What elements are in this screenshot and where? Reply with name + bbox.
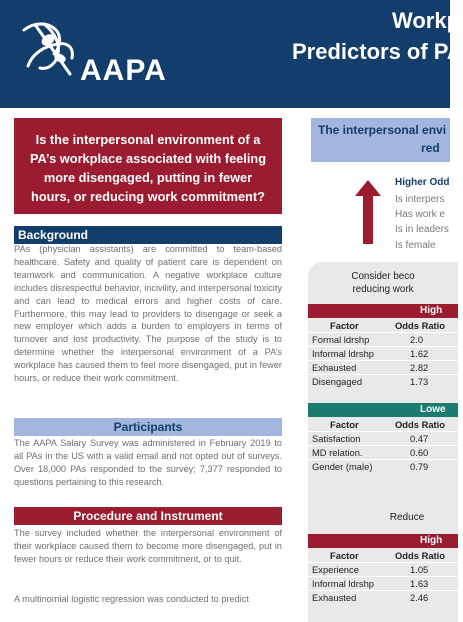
poster-title-line-1: Workp xyxy=(392,8,461,33)
procedure-text: The survey included whether the interpersonal environment of their workplace caused them to become more disengaged, put in fewer hours or reduce their work commitment, or to quit. xyxy=(14,528,282,564)
factor-cell: Informal ldrshp xyxy=(312,578,375,589)
consider-caption-line-1: Consider beco xyxy=(351,271,415,282)
factor-cell: Satisfaction xyxy=(312,433,361,444)
odds-ratio-cell: 1.05 xyxy=(410,564,429,575)
higher-odds-item: Is interpers xyxy=(395,194,445,205)
procedure-text-continued: A multinomial logistic regression was conducted to predict xyxy=(14,594,249,604)
higher-odds-item: Is in leaders xyxy=(395,224,449,236)
findings-banner-line-1: The interpersonal envi xyxy=(318,123,447,137)
poster-header xyxy=(0,0,463,108)
participants-text: The AAPA Salary Survey was administered in February 2019 to all PAs in the US with a valid email and not opted out of surveys. Over 18,000 PAs responded to the survey; 7,377 responded to questions pertaining to this research. xyxy=(14,438,282,487)
odds-ratio-cell: 2.46 xyxy=(410,592,429,603)
factor-cell: Informal ldrshp xyxy=(312,348,375,359)
table-row xyxy=(308,346,458,360)
table-header xyxy=(308,549,458,562)
factor-cell: Gender (male) xyxy=(312,461,373,472)
findings-banner-line-2: red xyxy=(421,141,440,155)
research-question-box: Is the interpersonal environment of a PA’s workplace associated with feeling more disengaged, putting in fewer hours, or reducing work commitment? xyxy=(14,118,282,214)
background-heading: Background xyxy=(14,226,282,244)
odds-ratio-cell: 0.60 xyxy=(410,447,429,458)
up-arrow-icon xyxy=(355,180,381,244)
table-header xyxy=(308,319,458,332)
table-row xyxy=(308,576,458,590)
factor-cell: Experience xyxy=(312,564,359,575)
lower-band xyxy=(308,403,458,417)
higher-band-label: High xyxy=(420,535,443,546)
poster-title-line-2: Predictors of PA xyxy=(292,39,463,64)
reduce-caption: Reduce xyxy=(389,512,425,523)
consider-caption-line-2: reducing work xyxy=(352,284,414,295)
odds-ratio-cell: 0.47 xyxy=(410,433,429,444)
table-row xyxy=(308,374,458,388)
odds-ratio-cell: 1.62 xyxy=(410,348,429,359)
table-row xyxy=(308,459,458,473)
odds-ratio-cell: 1.63 xyxy=(410,578,429,589)
aapa-logo-text: AAPA xyxy=(80,54,167,87)
higher-band xyxy=(308,304,458,318)
odds-ratio-cell: 1.73 xyxy=(410,376,429,387)
background-text: PAs (physician assistants) are committed to team-based healthcare. Safety and quality of patient care is dependent on teamwork and communication. A negative workplace culture includes disrespectful behavior, incivility, and interpersonal toxicity and can lead to medical errors and higher costs of care. Furthermore, this may lead to providers to disengage or seek a new employer which adds a burden to employers in terms of turnover and lost productivity. The purpose of the study is to determine whether the interpersonal environment of a PA’s workplace has caused them to feel more disengaged, put in fewer hours, or reduce their work commitment. xyxy=(14,244,282,384)
higher-odds-list xyxy=(395,192,449,253)
odds-ratio-panel xyxy=(308,262,458,622)
consider-caption xyxy=(308,270,458,296)
factor-cell: Disengaged xyxy=(312,376,363,387)
factor-cell: Formal ldrshp xyxy=(312,334,370,345)
table-header xyxy=(308,418,458,431)
table-row xyxy=(308,332,458,346)
procedure-heading: Procedure and Instrument xyxy=(14,507,282,525)
factor-cell: Exhausted xyxy=(312,592,357,603)
factor-cell: MD relation. xyxy=(312,447,363,458)
column-header-factor: Factor xyxy=(330,550,359,561)
column-header-factor: Factor xyxy=(330,419,359,430)
higher-band-label: High xyxy=(420,305,443,316)
table-row xyxy=(308,360,458,374)
table-row xyxy=(308,590,458,604)
higher-odds-title: Higher Odd xyxy=(395,177,450,188)
odds-ratio-cell: 2.0 xyxy=(410,334,424,345)
table-row xyxy=(308,445,458,459)
column-header-odds-ratio: Odds Ratio xyxy=(395,419,446,430)
higher-band xyxy=(308,534,458,548)
higher-odds-item: Is female xyxy=(395,239,436,251)
factor-cell: Exhausted xyxy=(312,362,357,373)
table-row xyxy=(308,562,458,576)
odds-ratio-cell: 2.82 xyxy=(410,362,429,373)
column-header-factor: Factor xyxy=(330,320,359,331)
column-header-odds-ratio: Odds Ratio xyxy=(395,320,446,331)
table-row xyxy=(308,431,458,445)
higher-odds-item: Has work e xyxy=(395,209,446,221)
odds-ratio-cell: 0.79 xyxy=(410,461,429,472)
participants-heading: Participants xyxy=(14,418,282,436)
findings-banner xyxy=(311,118,450,162)
lower-band-label: Lowe xyxy=(420,404,446,415)
column-header-odds-ratio: Odds Ratio xyxy=(395,550,446,561)
